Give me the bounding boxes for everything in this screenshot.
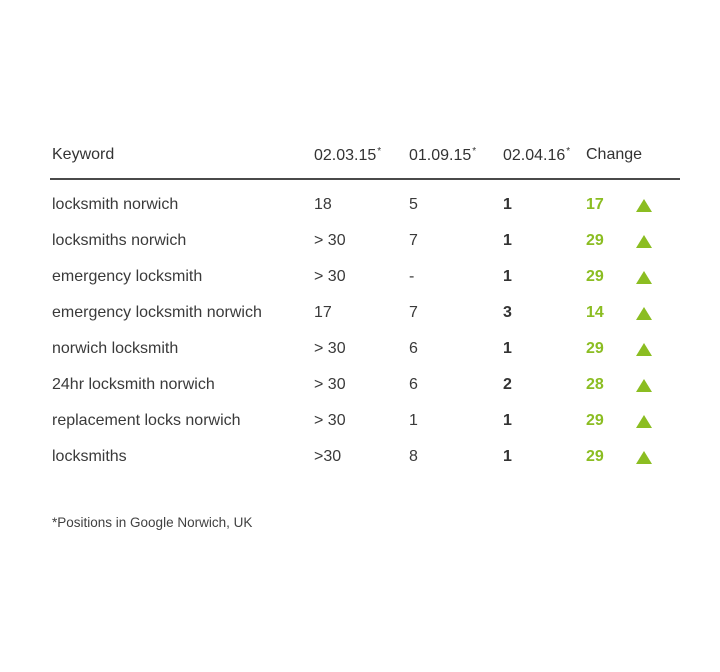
rank-cell-1: >30 <box>314 448 342 465</box>
rank-cell-3: 3 <box>503 304 512 321</box>
rank-cell-1: 18 <box>314 196 332 213</box>
change-value: 29 <box>586 412 604 429</box>
table-row <box>50 403 680 439</box>
keyword-cell: norwich locksmith <box>52 340 179 357</box>
rank-cell-1: > 30 <box>314 412 346 429</box>
table-body <box>50 187 680 475</box>
rank-cell-3: 1 <box>503 412 512 429</box>
change-value: 17 <box>586 196 604 213</box>
change-value: 14 <box>586 304 604 321</box>
table-row <box>50 331 680 367</box>
table-row <box>50 367 680 403</box>
date-label: 02.03.15 <box>314 146 377 164</box>
table-row <box>50 439 680 475</box>
change-cell <box>586 341 680 357</box>
keyword-cell: locksmiths <box>52 448 127 465</box>
rank-cell-2: 6 <box>409 340 418 357</box>
up-arrow-icon <box>636 307 652 320</box>
change-cell <box>586 197 680 213</box>
up-arrow-icon <box>636 379 652 392</box>
keyword-cell: emergency locksmith norwich <box>52 304 262 321</box>
change-value: 29 <box>586 268 604 285</box>
rank-cell-1: > 30 <box>314 340 346 357</box>
table-header-row <box>50 137 680 173</box>
rank-cell-2: - <box>409 268 415 285</box>
rank-cell-3: 1 <box>503 448 512 465</box>
footnote: *Positions in Google Norwich, UK <box>52 515 253 530</box>
asterisk-superscript: * <box>377 145 382 157</box>
change-value: 29 <box>586 232 604 249</box>
asterisk-superscript: * <box>472 145 477 157</box>
change-cell <box>586 233 680 249</box>
rank-cell-2: 8 <box>409 448 418 465</box>
change-value: 29 <box>586 340 604 357</box>
rank-cell-3: 1 <box>503 268 512 285</box>
rank-cell-2: 1 <box>409 412 418 429</box>
change-value: 28 <box>586 376 604 393</box>
rank-cell-3: 2 <box>503 376 512 393</box>
up-arrow-icon <box>636 343 652 356</box>
column-header-change: Change <box>586 146 643 163</box>
table-row <box>50 259 680 295</box>
keyword-cell: locksmiths norwich <box>52 232 187 249</box>
change-cell <box>586 413 680 429</box>
up-arrow-icon <box>636 271 652 284</box>
keyword-cell: replacement locks norwich <box>52 412 241 429</box>
rank-cell-1: > 30 <box>314 376 346 393</box>
change-value: 29 <box>586 448 604 465</box>
change-cell <box>586 449 680 465</box>
table-row <box>50 295 680 331</box>
asterisk-superscript: * <box>566 145 571 157</box>
table-row <box>50 223 680 259</box>
date-label: 01.09.15 <box>409 146 472 164</box>
column-header-date-3 <box>503 147 586 164</box>
rank-cell-3: 1 <box>503 196 512 213</box>
keyword-cell: emergency locksmith <box>52 268 203 285</box>
rank-cell-1: > 30 <box>314 268 346 285</box>
date-label: 02.04.16 <box>503 146 566 164</box>
rank-cell-3: 1 <box>503 232 512 249</box>
up-arrow-icon <box>636 199 652 212</box>
column-header-keyword: Keyword <box>52 146 115 163</box>
rank-cell-2: 7 <box>409 304 418 321</box>
rank-cell-2: 5 <box>409 196 418 213</box>
change-cell <box>586 269 680 285</box>
up-arrow-icon <box>636 235 652 248</box>
rank-cell-3: 1 <box>503 340 512 357</box>
rank-cell-1: 17 <box>314 304 332 321</box>
rank-cell-1: > 30 <box>314 232 346 249</box>
rank-cell-2: 6 <box>409 376 418 393</box>
up-arrow-icon <box>636 415 652 428</box>
column-header-date-2 <box>409 147 503 164</box>
rank-cell-2: 7 <box>409 232 418 249</box>
keyword-cell: 24hr locksmith norwich <box>52 376 215 393</box>
keyword-ranking-table <box>50 137 680 475</box>
up-arrow-icon <box>636 451 652 464</box>
column-header-date-1 <box>314 147 409 164</box>
keyword-cell: locksmith norwich <box>52 196 179 213</box>
header-divider <box>50 178 680 180</box>
change-cell <box>586 377 680 393</box>
table-row <box>50 187 680 223</box>
change-cell <box>586 305 680 321</box>
